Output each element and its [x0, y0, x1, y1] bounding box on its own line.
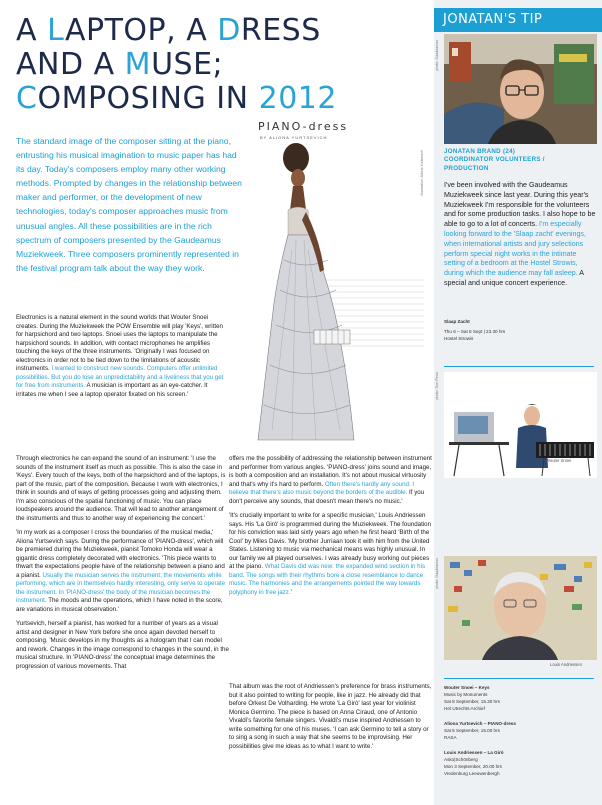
divider	[444, 366, 594, 367]
body-paragraph: 'In my work as a composer I cross the boundaries of the musical media,' Aliona Yurtsevich says. During the performance of 'PIANO-dress', which will be premiered during the Muziekweek, pianist Tomoko Honda will wear a gigantic dress completely decorated with electronics. 'This piece wants to thwart the expectations people have of the relationship between a piano and a pianist. Usually the musician serves the instrument; the movements while performing, which are in themselves hardly interesting, only serve to operate the instrument. In 'PIANO-dress' the body of the musician becomes the instrument. The moods and the operations, which I have noted in the score, are variations in musical observation.'	[16, 529, 226, 613]
event-place: Hostel Strowis	[444, 336, 474, 341]
tip-header: JONATAN'S TIP	[434, 8, 602, 32]
body-paragraph: Yurtsevich, herself a pianist, has worked for a number of years as a visual artist and designer in New York before she once again devoted herself to composing. 'Music develops in my thoughts as a hologram that I can model and rework. Changes in the image correspond to changes in the sound, in the musical structure. In 'PIANO-dress' the conceptual image determines the progression of various movements. That	[16, 620, 229, 670]
intro-paragraph: The standard image of the composer sitting at the piano, entrusting his musical imagination to music paper has had its day. Today's composers employ many other working methods. Prompted by changes in the relationship between maker and performer, or the development of new technologies, today's composer approaches music from unusual angles. All these possibilities are in the rich spectrum of composers presented by the Gaudeamus Muziekweek. Three composers prominently represented in the festival program talk about the way they work.	[16, 136, 242, 273]
body-paragraph: That album was the root of Andriessen's preference for brass instruments, but it also pointed to writing for people, like in jazz. He already did that before Orkest De Volharding. He wrote 'La Girò' last year for violinist Monica Germino. The piece is based on Anna Ciraud, one of Antonio Vivaldi's favorite female singers. Vivaldi's muse inspired Andriessen to write something for one of his muses. 'I can ask Germino to tell a story or to sing a song in such a way that she seems to be improvising. Her possibilities give me ideas as to what I want to write.'	[229, 683, 432, 750]
event-title: Aliona Yurtsevich – PIANO-dress	[444, 721, 516, 726]
jonatan-portrait-photo	[444, 34, 597, 144]
slaap-zacht-event	[444, 318, 594, 342]
event-title: Wouter Snoei – Keys	[444, 685, 490, 690]
illustration-credit: illustration: Aliona Yurtsevich	[420, 150, 424, 196]
body-column-2	[229, 455, 434, 597]
body-column-1	[16, 455, 229, 671]
piano-dress-illustration	[236, 140, 426, 458]
louis-andriessen-photo	[444, 556, 597, 660]
photo-credit: photo: Gaudeamus	[435, 40, 439, 71]
body-paragraph-snoei: Electronics is a natural element in the sound worlds that Wouter Snoei creates. During the Muziekweek the POW Ensemble will play 'Keys', written for harpsichord and two laptops. Snoei uses the laptops to manipulate the harpsichord sounds. In addition, with contact microphones he amplifies touching the keys of the three instruments. 'Originally I was focused on electronics in order not to be tied down to the limitations of acoustic instruments. I wanted to construct new sounds. Computers offer unlimited possibilities. But you do lose an unpredictability and a liveliness that you get for free from instruments. A musician is important as an eye-catcher. It irritates me when I see a laptop operator fixated on his screen.'	[16, 314, 224, 398]
tip-person-name: JONATAN BRAND (24) COORDINATOR VOLUNTEERS / PRODUCTION	[444, 148, 545, 172]
wouter-snoei-photo	[444, 372, 597, 478]
body-column-2-bottom	[229, 683, 434, 751]
photo-caption: Wouter Snoei	[546, 458, 572, 463]
photo-credit: photo: Tom Pinck	[435, 372, 439, 400]
piano-dress-subtitle: BY ALIONA YURTSEVICH	[260, 135, 328, 140]
event-time: Thu 6 – Sat 8 Sept | 23.30 hrs	[444, 329, 506, 334]
body-paragraph: Through electronics he can expand the sound of an instrument: 'I use the sounds of the instrument itself as much as possible. This is also the case in 'Keys'. Every touch of the keys, both of the harpsichord and of the laptops, is part of the music, part of the composition. Because I work with electronics, I think in sounds and of ways of getting processes going and adjusting them. I'm also conscious of the spatial functioning of music. You can place loudspeakers around the audience. That will lead to another arrangement of the instruments and thus to another way of experiencing the concert.'	[16, 455, 226, 522]
photo-caption: Louis Andriessen	[550, 662, 582, 667]
event-listing: Wouter Snoei – Keys Music by Monuments Sat 8 September, 15.30 hrs Het Utrechts Archief Aliona Yurtsevich – PIANO-dress Sat 5 September, 15.00 hrs RASA Louis Andriessen – La Girò Asko|Schönberg Mon 3 September, 20.00 hrs Vredenburg Leeuwenbergh	[444, 685, 516, 776]
article-title: A LAPTOP, A DRESS AND A MUSE; COMPOSING IN 2012	[16, 13, 337, 116]
photo-credit: photo: Gaudeamus	[435, 558, 439, 589]
divider	[444, 678, 594, 679]
event-title: Slaap Zacht	[444, 319, 470, 324]
event-title: Louis Andriessen – La Girò	[444, 750, 504, 755]
piano-dress-logo: PIANO-dress	[258, 120, 349, 133]
body-paragraph: 'It's crucially important to write for a specific musician,' Louis Andriessen says. His 'La Girò' is programmed during the Muziekweek. The foundation for his conviction was laid sixty years ago when he first heard 'Birth of the Cool' by Miles Davis. 'My brother Jurriaan took it with him from the United States. Listening to music via mechanical means was highly unusual. In our family we all played ourselves. I was already busy working out pieces at the piano. What Davis did was new: the expanded wind section in his band. The songs with their rhythms bore a close resemblance to dance music. The harmonies and the arrangements pointed the way towards polyphony in free jazz.'	[229, 512, 432, 596]
tip-quote: I've been involved with the Gaudeamus Muziekweek since last year. During this year's Muziekweek I'm responsible for the volunteers and for some production tasks. I also hope to be able to go to a lot of concerts. I'm especially looking forward to the 'Slaap zacht' evenings, when international artists and jury selections perform special night works in the intimate setting of a bedroom at the Hostel Strowis, during which the audience may fall asleep. A special and unique concert experience.	[444, 181, 596, 287]
body-paragraph: offers me the possibility of addressing the relationship between instrument and performer from various angles. 'PIANO-dress' joins sound and image, is both a composition and an installation. It's not about musical virtuosity and that's why it's hard to perform. Often there's hardly any sound. I believe that there's also music beyond the borders of the audible. If you don't perceive any sounds, that doesn't mean there's no music.'	[229, 455, 432, 505]
